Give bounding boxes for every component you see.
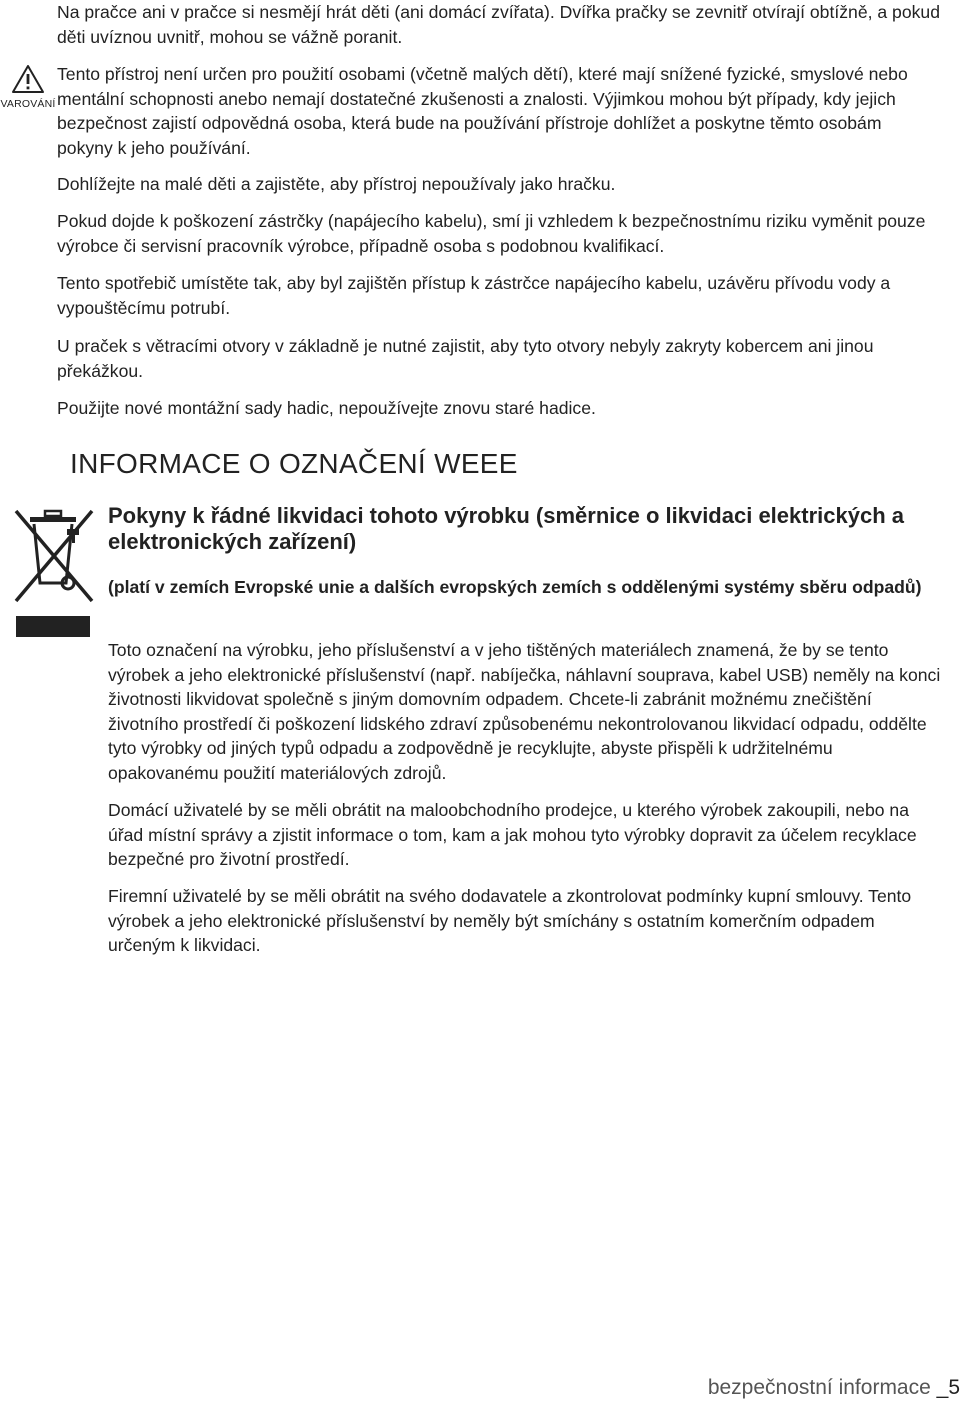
weee-heading: Pokyny k řádné likvidaci tohoto výrobku (směrnice o likvidaci elektrických a elektronických zařízení) [108, 503, 904, 554]
weee-bar-symbol [16, 616, 90, 637]
section-title-weee: INFORMACE O OZNAČENÍ WEEE [70, 448, 518, 479]
paragraph-plug-access: Tento spotřebič umístěte tak, aby byl zajištěn přístup k zástrčce napájecího kabelu, uzávěru přívodu vody a vypouštěcímu potrubí. [57, 273, 891, 318]
paragraph-new-hoses: Použijte nové montážní sady hadic, nepoužívejte znovu staré hadice. [57, 398, 596, 418]
page-number: _5 [936, 1376, 960, 1399]
page-footer [708, 1376, 960, 1400]
footer-section: bezpečnostní informace [707, 1376, 931, 1399]
paragraph-ventilation: U praček s větracími otvory v základně je nutné zajistit, aby tyto otvory nebyly zakryty kobercem ani jinou překážkou. [57, 336, 874, 381]
paragraph-children-pets: Na pračce ani v pračce si nesmějí hrát děti (ani domácí zvířata). Dvířka pračky se zevnitř otvírají obtížně, a pokud děti uvíznou uvnitř, mohou se vážně poranit. [57, 2, 940, 47]
warning-triangle-icon [11, 64, 45, 94]
warning-block [0, 64, 56, 114]
weee-paragraph-household: Domácí uživatelé by se měli obrátit na maloobchodního prodejce, u kterého výrobek zakoupili, nebo na úřad místní správy a zjistit informace o tom, kam a jak mohou tyto výrobky dopravit za účelem recyklace bezpečné pro životní prostředí. [108, 800, 917, 869]
warning-label: VAROVÁNÍ [0, 98, 56, 110]
weee-paragraph-business: Firemní uživatelé by se měli obrátit na svého dodavatele a zkontrolovat podmínky kupní smlouvy. Tento výrobek a jeho elektronické příslušenství by neměly být smíchány s ostatním komerčním odpadem určeným k likvidaci. [108, 886, 912, 955]
paragraph-reduced-capabilities: Tento přístroj není určen pro použití osobami (včetně malých dětí), které mají snížené fyzické, smyslové nebo mentální schopnosti anebo nemají dostatečné zkušenosti a znalosti. Výjimkou mohou být případy, kdy jejich bezpečnost zajistí odpovědná osoba, která bude na používání přístroje dohlížet a poskytne těmto osobám pokyny k jeho používání. [57, 64, 908, 158]
paragraph-supervise-children: Dohlížejte na malé děti a zajistěte, aby přístroj nepoužívaly jako hračku. [57, 174, 616, 194]
weee-paragraph-marking: Toto označení na výrobku, jeho příslušenství a v jeho tištěných materiálech znamená, že by se tento výrobek a jeho elektronické příslušenství (např. nabíječka, náhlavní souprava, kabel USB) neměly na konci životnosti likvidovat společně s jiným domovním odpadem. Chcete-li zabránit možnému znečištění životního prostředí či poškození lidského zdraví způsobenému nekontrolovanou likvidací odpadu, oddělte tyto výrobky od jiných typů odpadu a zodpovědně je recyklujte, abyste přispěli k udržitelnému opakovanému použití materiálových zdrojů. [108, 640, 941, 783]
weee-subheading: (platí v zemích Evropské unie a dalších evropských zemích s oddělenými systémy sběru odpadů) [108, 577, 922, 597]
paragraph-damaged-plug: Pokud dojde k poškození zástrčky (napájecího kabelu), smí ji vzhledem k bezpečnostnímu riziku vyměnit pouze výrobce či servisní pracovník výrobce, případně osoba s podobnou kvalifikací. [57, 211, 926, 256]
